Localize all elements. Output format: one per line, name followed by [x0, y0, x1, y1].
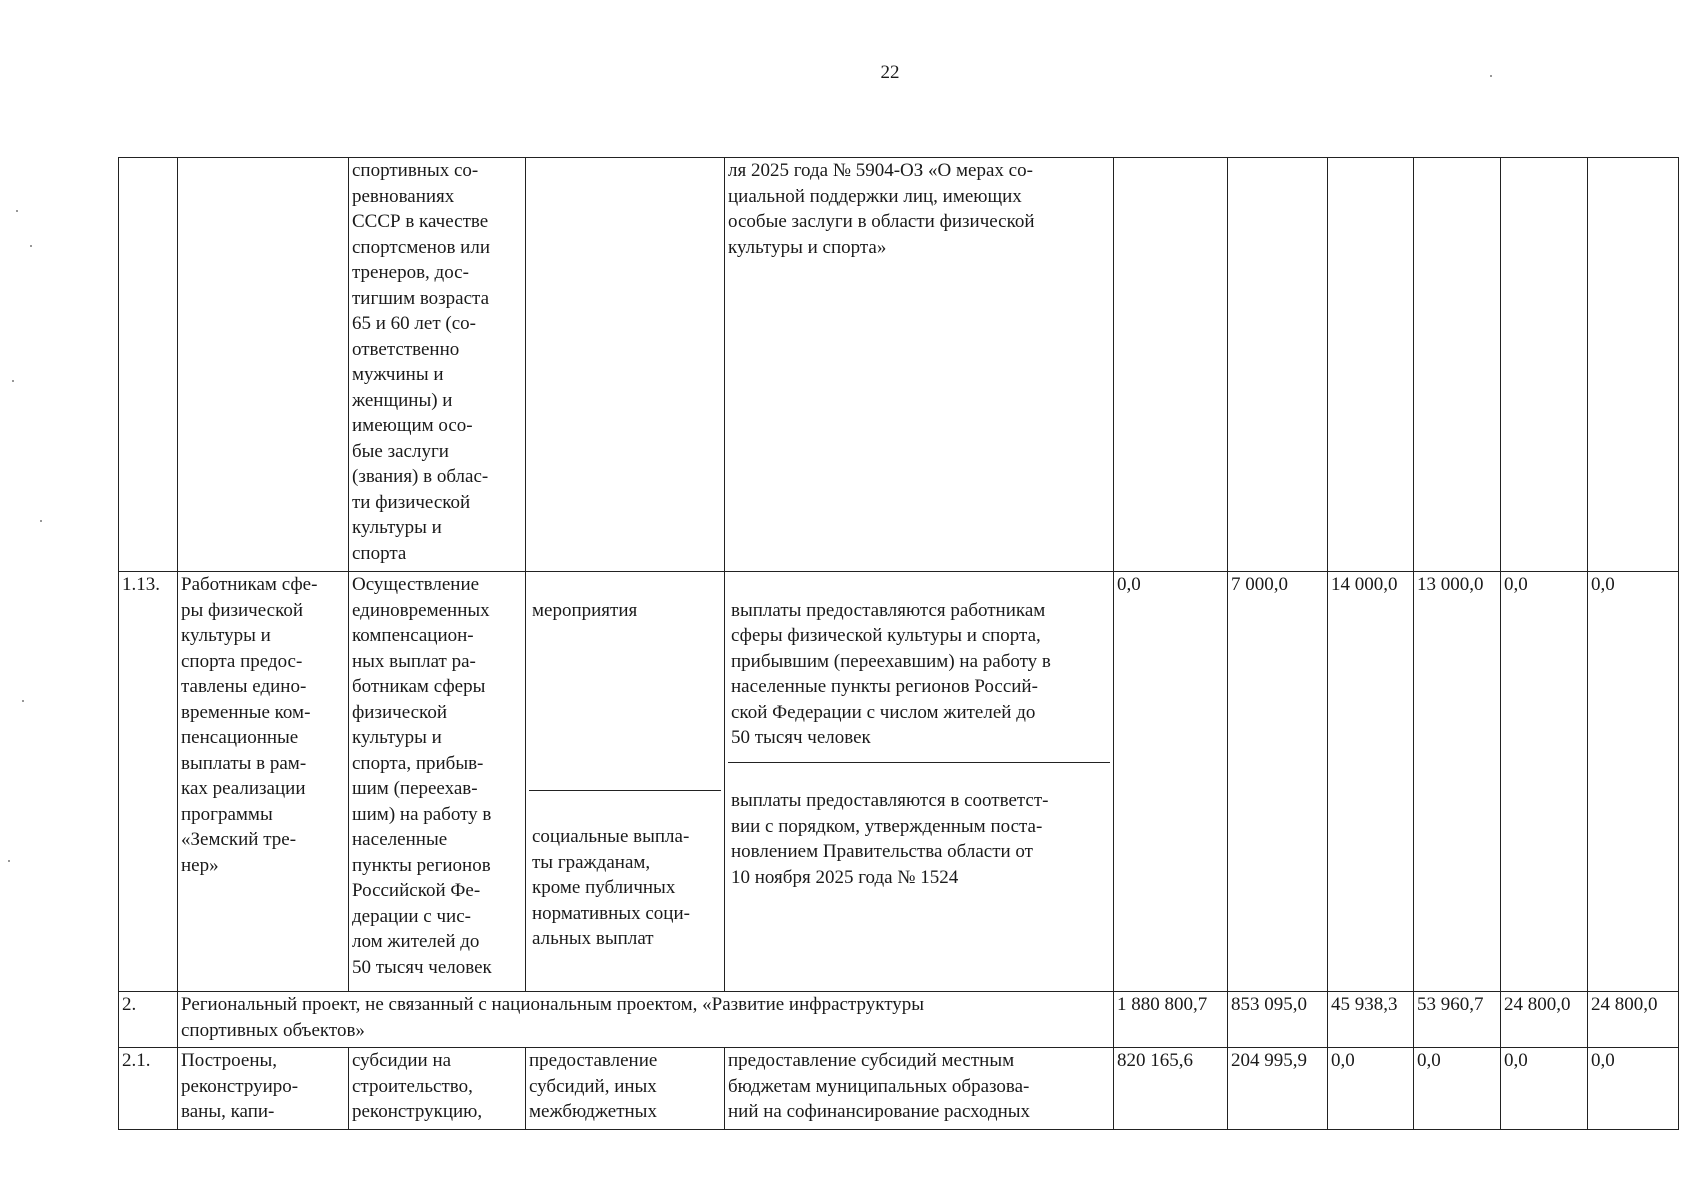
section-title: Региональный проект, не связанный с национальным проектом, «Развитие инфраструктуры спортивных объектов»: [178, 992, 1114, 1048]
scan-speck: [16, 210, 18, 212]
value-cell: [1501, 158, 1588, 572]
value-cell: [1328, 158, 1414, 572]
value-cell: 45 938,3: [1328, 992, 1414, 1048]
result-cell: Построены, реконструиро- ваны, капи-: [178, 1048, 349, 1130]
description-cell: предоставление субсидий местным бюджетам муниципальных образова- ний на софинансирование расходных: [725, 1048, 1114, 1130]
value-cell: [1228, 158, 1328, 572]
description-top: выплаты предоставляются работникам сферы физической культуры и спорта, прибывшим (переехавшим) на работу в населенные пункты регионов Россий- ской Федерации с числом жителей до 50 тысяч человек: [728, 598, 1110, 763]
scan-speck: [30, 245, 32, 247]
value-cell: 0,0: [1588, 572, 1679, 992]
row-number: [119, 158, 178, 572]
value-cell: [1588, 158, 1679, 572]
row-number: 2.1.: [119, 1048, 178, 1130]
description-bottom: выплаты предоставляются в соответст- вии с порядком, утвержденным поста- новлением Правительства области от 10 ноября 2025 года № 1524: [731, 790, 1049, 888]
value-cell: 24 800,0: [1501, 992, 1588, 1048]
type-cell: [526, 572, 725, 992]
scan-speck: [12, 380, 14, 382]
value-cell: 820 165,6: [1114, 1048, 1228, 1130]
table-row: [119, 572, 1679, 992]
value-cell: 0,0: [1501, 1048, 1588, 1130]
value-cell: 0,0: [1114, 572, 1228, 992]
value-cell: 0,0: [1414, 1048, 1501, 1130]
value-cell: 1 880 800,7: [1114, 992, 1228, 1048]
result-cell: [178, 158, 349, 572]
scan-speck: [40, 520, 42, 522]
table-row: [119, 992, 1679, 1048]
page-number: 22: [880, 62, 900, 83]
value-cell: 0,0: [1328, 1048, 1414, 1130]
description-cell: [725, 572, 1114, 992]
row-number: 2.: [119, 992, 178, 1048]
scan-speck: [22, 700, 24, 702]
type-top: мероприятия: [529, 598, 721, 791]
value-cell: 0,0: [1588, 1048, 1679, 1130]
description-cell: ля 2025 года № 5904-ОЗ «О мерах со- циальной поддержки лиц, имеющих особые заслуги в области физической культуры и спорта»: [725, 158, 1114, 572]
value-cell: 7 000,0: [1228, 572, 1328, 992]
row-number: 1.13.: [119, 572, 178, 992]
value-cell: 24 800,0: [1588, 992, 1679, 1048]
type-bottom: социальные выпла- ты гражданам, кроме публичных нормативных соци- альных выплат: [532, 826, 690, 949]
activity-cell: спортивных со- ревнованиях СССР в качестве спортсменов или тренеров, дос- тигшим возраста 65 и 60 лет (со- ответственно мужчины и женщины) и имеющим осо- бые заслуги (звания) в облас- ти физической культуры и спорта: [349, 158, 526, 572]
program-table: [118, 157, 1679, 1130]
activity-cell: Осуществление единовременных компенсацион- ных выплат ра- ботникам сферы физической культуры и спорта, прибыв- шим (переехав- шим) на работу в населенные пункты регионов Российской Фе- дерации с чис- лом жителей до 50 тысяч человек: [349, 572, 526, 992]
value-cell: [1414, 158, 1501, 572]
table-row: [119, 158, 1679, 572]
value-cell: 53 960,7: [1414, 992, 1501, 1048]
type-cell: [526, 158, 725, 572]
value-cell: 14 000,0: [1328, 572, 1414, 992]
scan-speck: [8, 860, 10, 862]
type-cell: предоставление субсидий, иных межбюджетных: [526, 1048, 725, 1130]
activity-cell: субсидии на строительство, реконструкцию,: [349, 1048, 526, 1130]
value-cell: 853 095,0: [1228, 992, 1328, 1048]
value-cell: 204 995,9: [1228, 1048, 1328, 1130]
table-row: [119, 1048, 1679, 1130]
value-cell: 0,0: [1501, 572, 1588, 992]
scan-speck: [1490, 75, 1492, 77]
result-cell: Работникам сфе- ры физической культуры и спорта предос- тавлены едино- временные ком- пенсационные выплаты в рам- ках реализации программы «Земский тре- нер»: [178, 572, 349, 992]
value-cell: [1114, 158, 1228, 572]
value-cell: 13 000,0: [1414, 572, 1501, 992]
